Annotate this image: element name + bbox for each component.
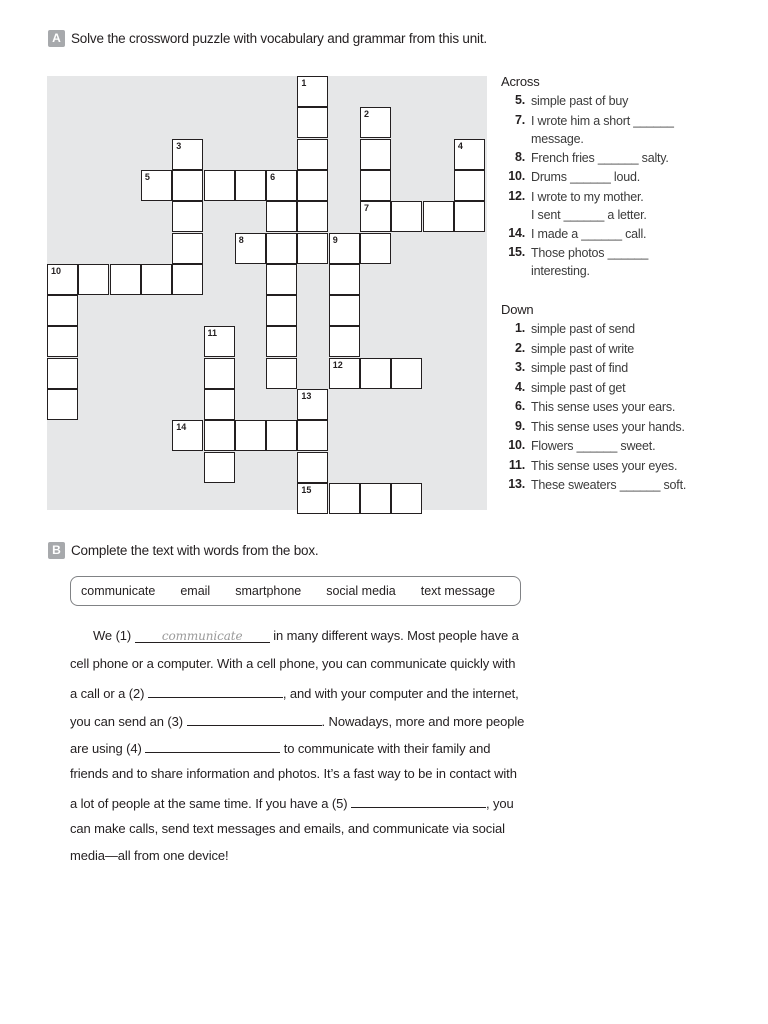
blank-4[interactable] [145, 738, 280, 753]
clue-text: Flowers ______ sweet. [531, 439, 656, 453]
down-clue [501, 319, 686, 339]
clue-text: I wrote to my mother. I sent ______ a letter. [531, 189, 647, 222]
blank-5[interactable] [351, 793, 486, 808]
crossword-cell[interactable] [78, 264, 109, 295]
clue-text: French fries ______ salty. [531, 150, 669, 165]
crossword-cell[interactable] [360, 139, 391, 170]
crossword-cell[interactable] [172, 264, 203, 295]
crossword-cell[interactable] [266, 358, 297, 389]
section-b-instruction: Complete the text with words from the box. [71, 543, 319, 558]
clue-number: 15. [508, 245, 525, 259]
crossword-cell[interactable] [141, 264, 172, 295]
section-b-header [48, 542, 318, 559]
clue-number: 14. [508, 225, 525, 240]
crossword-cell[interactable] [47, 358, 78, 389]
clue-number: 3. [514, 360, 525, 374]
clue-number: 10. [508, 438, 525, 452]
clue-text: This sense uses your ears. [531, 400, 676, 414]
clue-number: 15 [301, 484, 312, 495]
across-title: Across [501, 74, 540, 89]
down-clue [501, 358, 686, 378]
down-title: Down [501, 302, 534, 317]
clue-text: simple past of send [531, 322, 635, 336]
crossword-cell[interactable] [360, 483, 391, 514]
across-clue [501, 243, 674, 280]
clue-text: I made a ______ call. [531, 226, 647, 241]
clue-number: 11 [207, 328, 218, 339]
word-box-item: text message [420, 584, 496, 598]
crossword-cell[interactable] [47, 295, 78, 326]
crossword-cell[interactable] [329, 264, 360, 295]
clue-number: 6 [270, 171, 276, 182]
crossword-cell[interactable] [266, 201, 297, 232]
crossword-cell[interactable] [47, 326, 78, 357]
crossword-grid [47, 76, 487, 510]
clue-number: 7 [364, 203, 370, 214]
across-clue [501, 111, 674, 148]
blank-3[interactable] [187, 711, 322, 726]
crossword-cell[interactable] [454, 170, 485, 201]
clue-number: 13 [301, 391, 312, 401]
text: you can send an (3) [70, 714, 184, 729]
clue-number: 12. [508, 188, 525, 203]
paragraph-line: cell phone or a computer. With a cell phone, you can communicate quickly with [70, 656, 516, 671]
across-clue [501, 148, 674, 168]
clue-number: 8 [238, 234, 244, 245]
word-box-item: social media [326, 584, 396, 598]
clue-text: simple past of write [531, 341, 634, 356]
down-clue [501, 475, 686, 495]
word-box-item: email [180, 584, 211, 598]
clue-number: 7. [514, 112, 525, 127]
clue-text: These sweaters ______ soft. [531, 478, 687, 492]
paragraph-line [70, 711, 524, 729]
word-box [70, 576, 521, 606]
crossword-cell[interactable] [172, 201, 203, 232]
crossword-cell[interactable] [329, 483, 360, 514]
section-b-badge: B [48, 542, 65, 559]
text: are using (4) [70, 741, 142, 756]
crossword-cell[interactable] [204, 358, 235, 389]
answer-1: communicate [161, 629, 243, 643]
crossword-cell[interactable] [266, 264, 297, 295]
paragraph-line [70, 683, 519, 701]
section-a-instruction: Solve the crossword puzzle with vocabulary and grammar from this unit. [71, 31, 487, 46]
clue-number: 10 [51, 265, 62, 276]
clue-number: 9. [514, 418, 525, 433]
paragraph-line: can make calls, send text messages and emails, and communicate via social [70, 821, 505, 836]
clue-number: 8. [514, 149, 525, 164]
crossword-cell[interactable] [454, 201, 485, 232]
clue-text: Drums ______ loud. [531, 170, 640, 184]
crossword-cell[interactable] [172, 170, 203, 201]
across-clue [501, 224, 674, 244]
down-clue [501, 378, 686, 398]
across-clue [501, 187, 674, 224]
clue-text: simple past of get [531, 380, 626, 395]
crossword-cell[interactable] [204, 389, 235, 420]
crossword-cell[interactable] [297, 170, 328, 201]
clue-number: 5 [144, 171, 150, 182]
clue-text: simple past of buy [531, 94, 629, 108]
crossword-cell[interactable] [329, 326, 360, 357]
section-a-header [48, 30, 487, 47]
crossword-cell[interactable] [360, 170, 391, 201]
text: , you [485, 796, 514, 811]
clue-number: 4 [457, 140, 463, 151]
down-clue [501, 339, 686, 359]
text: in many different ways. Most people have a [273, 628, 519, 643]
crossword-cell[interactable] [297, 233, 328, 264]
crossword-cell[interactable] [297, 420, 328, 451]
word-box-item: smartphone [235, 584, 302, 598]
text: , and with your computer and the internet, [282, 686, 519, 701]
paragraph-line: media—all from one device! [70, 848, 229, 863]
down-clues [501, 302, 686, 495]
text: We (1) [93, 628, 132, 643]
crossword-cell[interactable] [391, 201, 422, 232]
clue-number: 2. [514, 340, 525, 355]
text: to communicate with their family and [283, 741, 491, 756]
crossword-cell[interactable] [47, 389, 78, 420]
across-clues [501, 74, 674, 280]
clue-number: 14 [176, 422, 187, 433]
clue-text: I wrote him a short ______ message. [531, 113, 674, 146]
crossword-cell[interactable] [297, 201, 328, 232]
paragraph-line [70, 793, 514, 811]
crossword-cell[interactable] [204, 420, 235, 451]
clue-number: 9 [332, 234, 338, 245]
crossword-cell[interactable] [235, 170, 266, 201]
paragraph-line [70, 738, 490, 756]
crossword-cell[interactable] [329, 295, 360, 326]
text: a lot of people at the same time. If you have a (5) [70, 796, 348, 811]
clue-text: This sense uses your eyes. [531, 458, 678, 473]
crossword-cell[interactable] [204, 452, 235, 483]
crossword-cell[interactable] [360, 358, 391, 389]
across-clue [501, 167, 674, 187]
clue-number: 1 [301, 78, 307, 88]
crossword-cell[interactable] [297, 139, 328, 170]
clue-number: 11. [508, 457, 525, 472]
blank-1[interactable] [135, 628, 270, 643]
text: . Nowadays, more and more people [321, 714, 525, 729]
blank-2[interactable] [148, 683, 283, 698]
clue-number: 5. [514, 93, 525, 107]
across-clue-list [501, 91, 674, 280]
crossword-cell[interactable] [172, 233, 203, 264]
clue-number: 13. [508, 477, 525, 491]
clue-number: 12 [332, 359, 343, 370]
crossword-cell[interactable] [266, 326, 297, 357]
clue-text: Those photos ______ interesting. [531, 246, 649, 278]
down-clue [501, 436, 686, 456]
crossword-cell[interactable] [266, 295, 297, 326]
across-clue [501, 91, 674, 111]
paragraph-line: friends and to share information and photos. It’s a fast way to be in contact with [70, 766, 517, 781]
text: a call or a (2) [70, 686, 145, 701]
clue-number: 1. [514, 321, 525, 335]
down-clue-list [501, 319, 686, 495]
clue-text: This sense uses your hands. [531, 419, 685, 434]
clue-number: 2 [364, 109, 370, 120]
crossword-cell[interactable] [297, 452, 328, 483]
crossword-cell[interactable] [266, 233, 297, 264]
clue-text: simple past of find [531, 361, 628, 375]
clue-number: 3 [176, 140, 182, 151]
paragraph-line [93, 628, 519, 643]
crossword-cell[interactable] [110, 264, 141, 295]
clue-number: 10. [508, 169, 525, 183]
crossword-cell[interactable] [391, 358, 422, 389]
down-clue [501, 397, 686, 417]
crossword-cell[interactable] [360, 233, 391, 264]
crossword-cell[interactable] [423, 201, 454, 232]
crossword-cell[interactable] [297, 107, 328, 138]
clue-number: 6. [514, 399, 525, 413]
clue-number: 4. [514, 379, 525, 394]
down-clue [501, 456, 686, 476]
crossword-cell[interactable] [266, 420, 297, 451]
section-a-badge: A [48, 30, 65, 47]
word-box-item: communicate [81, 584, 156, 598]
crossword-cell[interactable] [204, 170, 235, 201]
crossword-cell[interactable] [235, 420, 266, 451]
down-clue [501, 417, 686, 437]
crossword-cell[interactable] [391, 483, 422, 514]
